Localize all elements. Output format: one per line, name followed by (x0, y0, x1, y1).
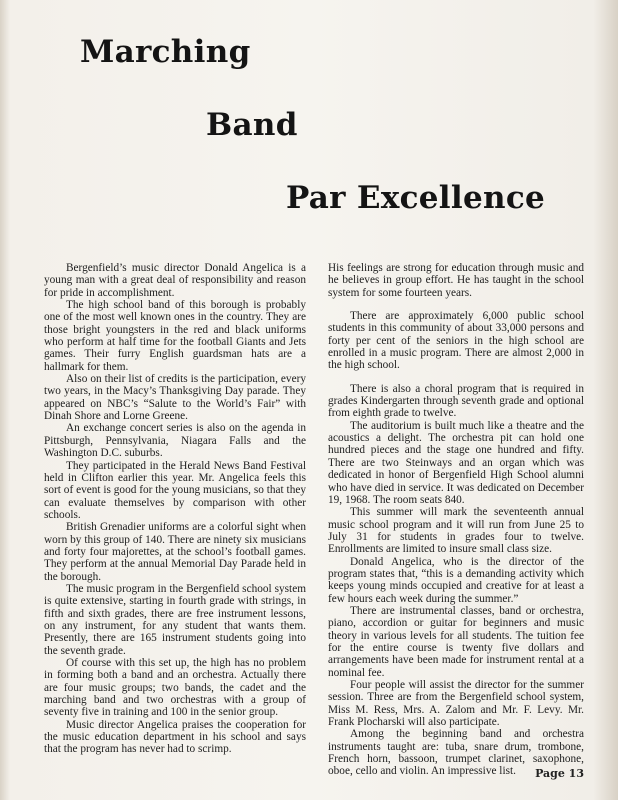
right-paragraph: There are approximately 6,000 public school students in this community of about 33,000 persons and forty per cent of the seniors in the high school are enrolled in a music program. There are almost 2,000 in the high school. (328, 310, 584, 372)
left-paragraph: They participated in the Herald News Band Festival held in Clifton earlier this year. Mr. Angelica feels this sort of event is good for the young musicians, so that they can evaluate themselves by comparison with other schools. (44, 459, 306, 521)
right-paragraph: There is also a choral program that is required in grades Kindergarten through seventh grade and optional from eighth grade to twelve. (328, 382, 584, 420)
left-paragraph: The music program in the Bergenfield school system is quite extensive, starting in fourth grade with strings, in fifth and sixth grades, there are free instrument lessons, on any instrument, for any student that wants them. Presently, there are 165 instrument students going into the seventh grade. (44, 582, 306, 657)
right-paragraph: The auditorium is built much like a theatre and the acoustics a delight. The orchestra pit can hold one hundred pieces and the stage one hundred and fifty. There are two Steinways and an organ which was dedicated in honor of Bergenfield High School alumni who have died in service. It was dedicated on December 19, 1968. The room seats 840. (328, 419, 584, 506)
left-paragraph: Music director Angelica praises the cooperation for the music education department in his school and says that the program has never had to scrimp. (44, 718, 306, 756)
right-paragraph: This summer will mark the seventeenth annual music school program and it will run from June 25 to July 31 for students in grades four to twelve. Enrollments are limited to insure small class size. (328, 506, 584, 556)
right-paragraph: There are instrumental classes, band or orchestra, piano, accordion or guitar for beginners and music theory in various levels for all students. The tuition fee for the entire course is twenty five dollars and arrangements have been made for instrument rental at a nominal fee. (328, 604, 584, 679)
title-line-par-excellence: Par Excellence (286, 180, 546, 216)
left-paragraph: British Grenadier uniforms are a colorful sight when worn by this group of 140. There are ninety six musicians and forty four majorettes, at the school’s football games. They perform at the annual Memorial Day Parade held in the borough. (44, 521, 306, 583)
left-text-column (44, 262, 306, 756)
left-paragraph: Also on their list of credits is the participation, every two years, in the Macy’s Thanksgiving Day parade. They appeared on NBC’s “Salute to the World’s Fair” with Dinah Shore and Lorne Greene. (44, 373, 306, 423)
right-paragraph: Among the beginning band and orchestra instruments taught are: tuba, snare drum, trombone, French horn, bassoon, trumpet clarinet, saxophone, oboe, cello and violin. An impressive list. (328, 728, 584, 778)
left-paragraph: The high school band of this borough is probably one of the most well known ones in the country. They are those bright youngsters in the red and black uniforms who perform at half time for the football Giants and Jets games. Their furry English guardsman hats are a hallmark for them. (44, 299, 306, 373)
title-line-marching: Marching (80, 34, 251, 70)
left-paragraph: Of course with this set up, the high has no problem in forming both a band and an orchestra. Actually there are four music groups; two bands, the cadet and the marching band and two orchestras with a group of seventy five in training and 100 in the senior group. (44, 657, 306, 719)
page-number: Page 13 (535, 767, 584, 780)
right-text-column (328, 262, 584, 778)
title-line-band: Band (206, 107, 298, 143)
right-paragraph: Donald Angelica, who is the director of the program states that, “this is a demanding activity which keeps young minds occupied and creative for at least a few hours each week during the summer.” (328, 555, 584, 605)
right-paragraph: His feelings are strong for education through music and he believes in group effort. He has taught in the school system for some fourteen years. (328, 262, 584, 299)
right-paragraph: Four people will assist the director for the summer session. Three are from the Bergenfield school system, Miss M. Ress, Mrs. A. Zalom and Mr. F. Levy. Mr. Frank Plocharski will also participate. (328, 679, 584, 729)
left-paragraph: Bergenfield’s music director Donald Angelica is a young man with a great deal of responsibility and reason for pride in accomplishment. (44, 262, 306, 299)
left-paragraph: An exchange concert series is also on the agenda in Pittsburgh, Pennsylvania, Niagara Falls and the Washington D.C. suburbs. (44, 422, 306, 460)
